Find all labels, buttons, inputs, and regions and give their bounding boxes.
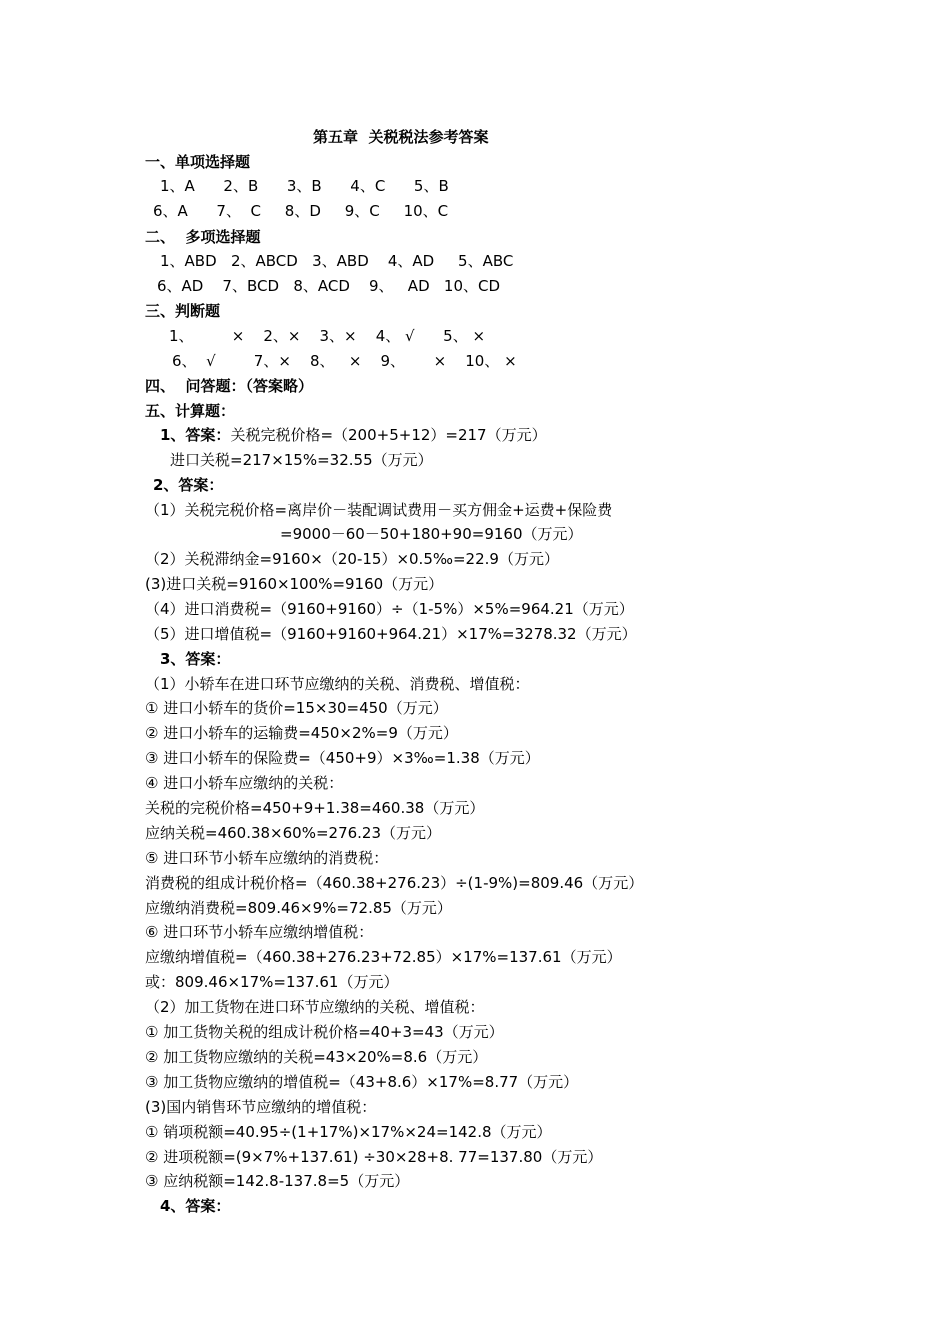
answer-line: ④ 进口小轿车应缴纳的关税：	[145, 774, 344, 792]
answer-line: ① 进口小轿车的货价=15×30=450（万元）	[145, 699, 448, 717]
answer-line: （2）关税滞纳金=9160×（20-15）×0.5‰=22.9（万元）	[145, 550, 559, 568]
answer-line: 应纳关税=460.38×60%=276.23（万元）	[145, 824, 442, 842]
answer-line: ③ 应纳税额=142.8-137.8=5（万元）	[145, 1172, 410, 1190]
answer-line: （2）加工货物在进口环节应缴纳的关税、增值税：	[145, 998, 485, 1016]
answer-line: ③ 进口小轿车的保险费=（450+9）×3‰=1.38（万元）	[145, 749, 540, 767]
answer-line: ② 进口小轿车的运输费=450×2%=9（万元）	[145, 724, 458, 742]
question-1-answer	[160, 425, 547, 445]
answer-line: （4）进口消费税=（9160+9160）÷（1-5%）×5%=964.21（万元）	[145, 600, 634, 618]
section-heading-true-false: 三、判断题	[145, 302, 221, 320]
answer-line: (3)国内销售环节应缴纳的增值税：	[145, 1098, 377, 1116]
answer-line: 关税的完税价格=450+9+1.38=460.38（万元）	[145, 799, 485, 817]
answer-row: 1、 × 2、× 3、× 4、 √ 5、 ×	[169, 327, 486, 345]
question-label: 1、答案：	[160, 426, 231, 444]
answer-line: 关税完税价格=（200+5+12）=217（万元）	[230, 426, 547, 444]
answer-row: 6、A 7、 C 8、D 9、C 10、C	[153, 202, 449, 220]
answer-line: ③ 加工货物应缴纳的增值税=（43+8.6）×17%=8.77（万元）	[145, 1073, 579, 1091]
answer-line: （1）关税完税价格=离岸价－装配调试费用－买方佣金+运费+保险费	[145, 501, 613, 519]
section-heading-single-choice: 一、单项选择题	[145, 153, 251, 171]
answer-line: 进口关税=217×15%=32.55（万元）	[170, 451, 433, 469]
answer-line: =9000－60－50+180+90=9160（万元）	[280, 525, 583, 543]
answer-row: 6、 √ 7、× 8、 × 9、 × 10、 ×	[172, 352, 517, 370]
section-heading-qa: 四、 问答题：（答案略）	[145, 377, 313, 395]
answer-line: 应缴纳增值税=（460.38+276.23+72.85）×17%=137.61（万元）	[145, 948, 622, 966]
answer-line: 或：809.46×17%=137.61（万元）	[145, 973, 399, 991]
answer-line: 消费税的组成计税价格=（460.38+276.23）÷(1-9%)=809.46（万元）	[145, 874, 644, 892]
answer-line: ① 销项税额=40.95÷(1+17%)×17%×24=142.8（万元）	[145, 1123, 552, 1141]
answer-line: ⑥ 进口环节小轿车应缴纳增值税：	[145, 923, 374, 941]
answer-line: （5）进口增值税=（9160+9160+964.21）×17%=3278.32（万元）	[145, 625, 637, 643]
answer-row: 1、ABD 2、ABCD 3、ABD 4、AD 5、ABC	[160, 252, 514, 270]
question-label: 4、答案：	[160, 1197, 231, 1215]
section-heading-multi-choice: 二、 多项选择题	[145, 228, 261, 246]
answer-line: ① 加工货物关税的组成计税价格=40+3=43（万元）	[145, 1023, 504, 1041]
section-heading-calculation: 五、计算题：	[145, 402, 236, 420]
question-label: 2、答案：	[153, 476, 224, 494]
answer-line: （1）小轿车在进口环节应缴纳的关税、消费税、增值税：	[145, 675, 530, 693]
answer-line: ⑤ 进口环节小轿车应缴纳的消费税：	[145, 849, 389, 867]
answer-line: (3)进口关税=9160×100%=9160（万元）	[145, 575, 444, 593]
answer-row: 1、A 2、B 3、B 4、C 5、B	[160, 177, 449, 195]
answer-line: 应缴纳消费税=809.46×9%=72.85（万元）	[145, 899, 452, 917]
answer-row: 6、AD 7、BCD 8、ACD 9、 AD 10、CD	[157, 277, 501, 295]
answer-line: ② 加工货物应缴纳的关税=43×20%=8.6（万元）	[145, 1048, 488, 1066]
page-title: 第五章 关税税法参考答案	[313, 128, 489, 146]
answer-line: ② 进项税额=(9×7%+137.61) ÷30×28+8. 77=137.80（万元）	[145, 1148, 603, 1166]
question-label: 3、答案：	[160, 650, 231, 668]
